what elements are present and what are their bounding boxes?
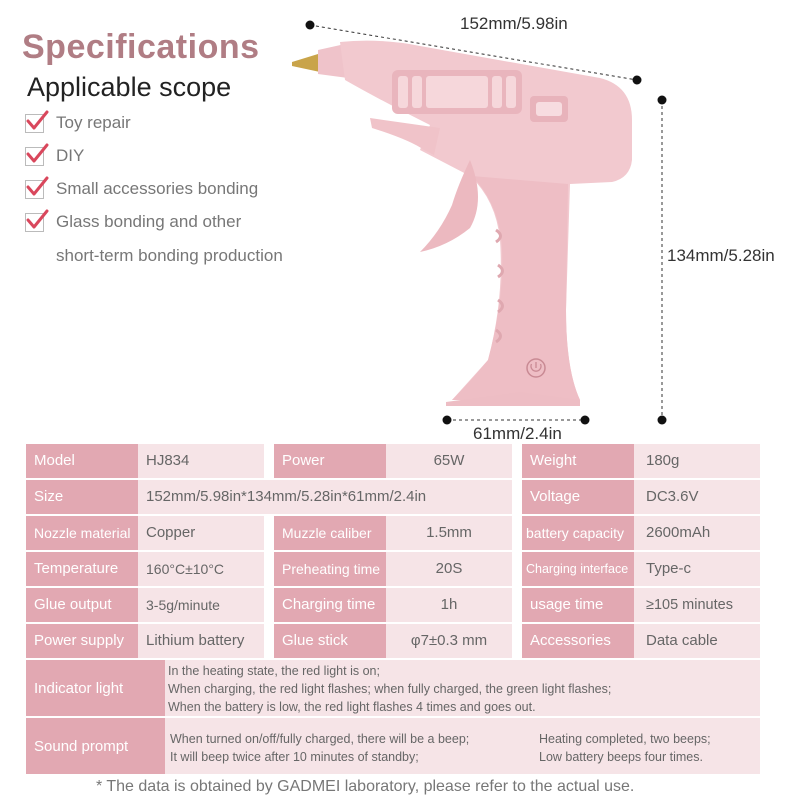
spec-value-voltage: DC3.6V [634,480,760,514]
indicator-line: In the heating state, the red light is on; [168,664,380,678]
spec-label-sound-prompt [26,718,165,774]
spec-label-charging-interface: Charging interface [522,552,634,586]
dimension-dot [443,416,452,425]
scope-item-label: Glass bonding and other [56,212,242,231]
indicator-line: When charging, the red light flashes; when fully charged, the green light flashes; [168,682,612,696]
spec-value-indicator-light [165,660,760,716]
page-title: Specifications [22,28,260,66]
sound-line: It will beep twice after 10 minutes of standby; [170,750,419,764]
spec-value-nozzle-material: Copper [138,516,264,550]
spec-label-power: Power [274,444,386,478]
spec-label-battery-capacity: battery capacity [522,516,634,550]
spec-value-preheating-time: 20S [386,552,512,586]
spec-value-weight: 180g [634,444,760,478]
spec-value-size: 152mm/5.98in*134mm/5.28in*61mm/2.4in [138,480,512,514]
trigger-guard [420,160,478,252]
spec-label-usage-time: usage time [522,588,634,622]
indicator-light-label: Indicator light [34,679,124,697]
spec-label-glue-stick: Glue stick [274,624,386,658]
spec-value-battery-capacity: 2600mAh [634,516,760,550]
sound-line: Low battery beeps four times. [539,750,703,764]
dimension-dot [658,416,667,425]
spec-value-sound-prompt [165,718,760,774]
length-dimension-label: 152mm/5.98in [460,14,568,33]
spec-value-glue-stick: φ7±0.3 mm [386,624,512,658]
sound-line: When turned on/off/fully charged, there will be a beep; [170,732,470,746]
dimension-dot [633,76,642,85]
spec-label-preheating-time: Preheating time [274,552,386,586]
indicator-line: When the battery is low, the red light flashes 4 times and goes out. [168,700,536,714]
spec-label-model: Model [26,444,138,478]
dimension-dot [581,416,590,425]
spec-value-temperature: 160°C±10°C [138,552,264,586]
spec-value-power: 65W [386,444,512,478]
scope-item-label: Toy repair [56,113,131,132]
sound-prompt-label: Sound prompt [34,737,129,755]
spec-label-size: Size [26,480,138,514]
spec-value-charging-time: 1h [386,588,512,622]
spec-value-model: HJ834 [138,444,264,478]
base-dimension-label: 61mm/2.4in [473,424,562,443]
height-dimension-label: 134mm/5.28in [667,246,775,265]
spec-label-glue-output: Glue output [26,588,138,622]
spec-label-muzzle-caliber: Muzzle caliber [274,516,386,550]
spec-value-muzzle-caliber: 1.5mm [386,516,512,550]
dimension-dot [306,21,315,30]
spec-label-charging-time: Charging time [274,588,386,622]
spec-value-usage-time: ≥105 minutes [634,588,760,622]
spec-value-glue-output: 3-5g/minute [138,588,264,622]
section-subtitle: Applicable scope [27,72,232,102]
scope-item-label: Small accessories bonding [56,179,259,198]
spec-label-indicator-light [26,660,165,716]
spec-label-weight: Weight [522,444,634,478]
spec-value-accessories: Data cable [634,624,760,658]
scope-item-continuation: short-term bonding production [56,246,283,265]
scope-item-label: DIY [56,146,85,165]
spec-label-accessories: Accessories [522,624,634,658]
spec-label-temperature: Temperature [26,552,138,586]
nozzle [292,54,320,72]
footnote: * The data is obtained by GADMEI laboratory, please refer to the actual use. [96,778,635,795]
spec-value-power-supply: Lithium battery [138,624,264,658]
dimension-dot [658,96,667,105]
spec-label-nozzle-material: Nozzle material [26,516,138,550]
sound-line: Heating completed, two beeps; [539,732,711,746]
spec-label-voltage: Voltage [522,480,634,514]
spec-label-power-supply: Power supply [26,624,138,658]
spec-value-charging-interface: Type-c [634,552,760,586]
